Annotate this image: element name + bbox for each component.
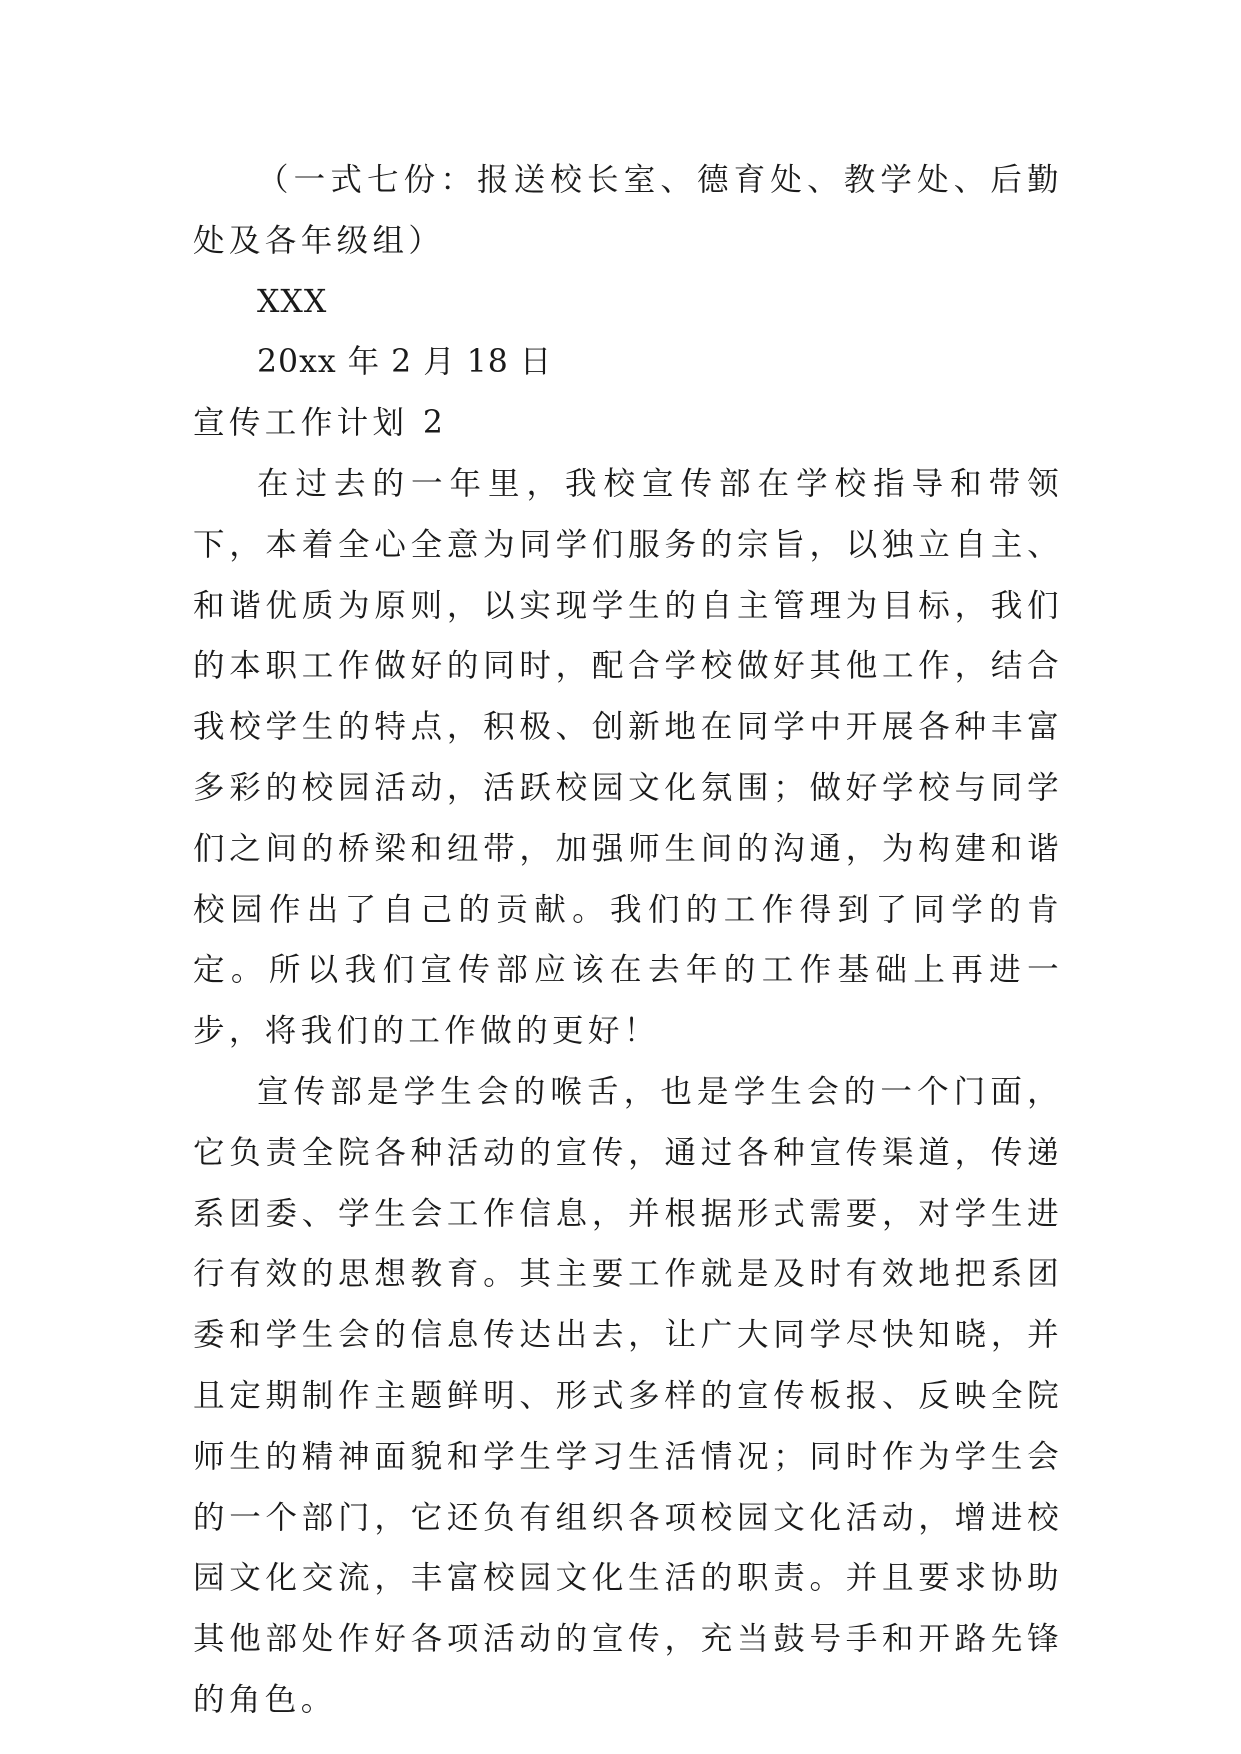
distribution-note: （一式七份：报送校长室、德育处、教学处、后勤处及各年级组）: [193, 162, 1063, 259]
signature: XXX: [257, 283, 328, 320]
body-paragraph: 宣传部是学生会的喉舌，也是学生会的一个门面，它负责全院各种活动的宣传，通过各种宣传渠道，传递系团委、学生会工作信息，并根据形式需要，对学生进行有效的思想教育。其主要工作就是及时有效地把系团委和学生会的信息传达出去，让广大同学尽快知晓，并且定期制作主题鲜明、形式多样的宣传板报、反映全院师生的精神面貌和学生学习生活情况；同时作为学生会的一个部门，它还负有组织各项校园文化活动，增进校园文化交流，丰富校园文化生活的职责。并且要求协助其他部处作好各项活动的宣传，充当鼓号手和开路先锋的角色。: [193, 1073, 1063, 1718]
section-title: 宣传工作计划 2: [193, 405, 448, 442]
document-body: [193, 150, 1063, 1731]
body-paragraph: 在过去的一年里，我校宣传部在学校指导和带领下，本着全心全意为同学们服务的宗旨，以独立自主、和谐优质为原则，以实现学生的自主管理为目标，我们的本职工作做好的同时，配合学校做好其他工作，结合我校学生的特点，积极、创新地在同学中开展各种丰富多彩的校园活动，活跃校园文化氛围；做好学校与同学们之间的桥梁和纽带，加强师生间的沟通，为构建和谐校园作出了自己的贡献。我们的工作得到了同学的肯定。所以我们宣传部应该在去年的工作基础上再进一步，将我们的工作做的更好！: [193, 465, 1063, 1050]
document-date: 20xx 年 2 月 18 日: [257, 344, 553, 381]
